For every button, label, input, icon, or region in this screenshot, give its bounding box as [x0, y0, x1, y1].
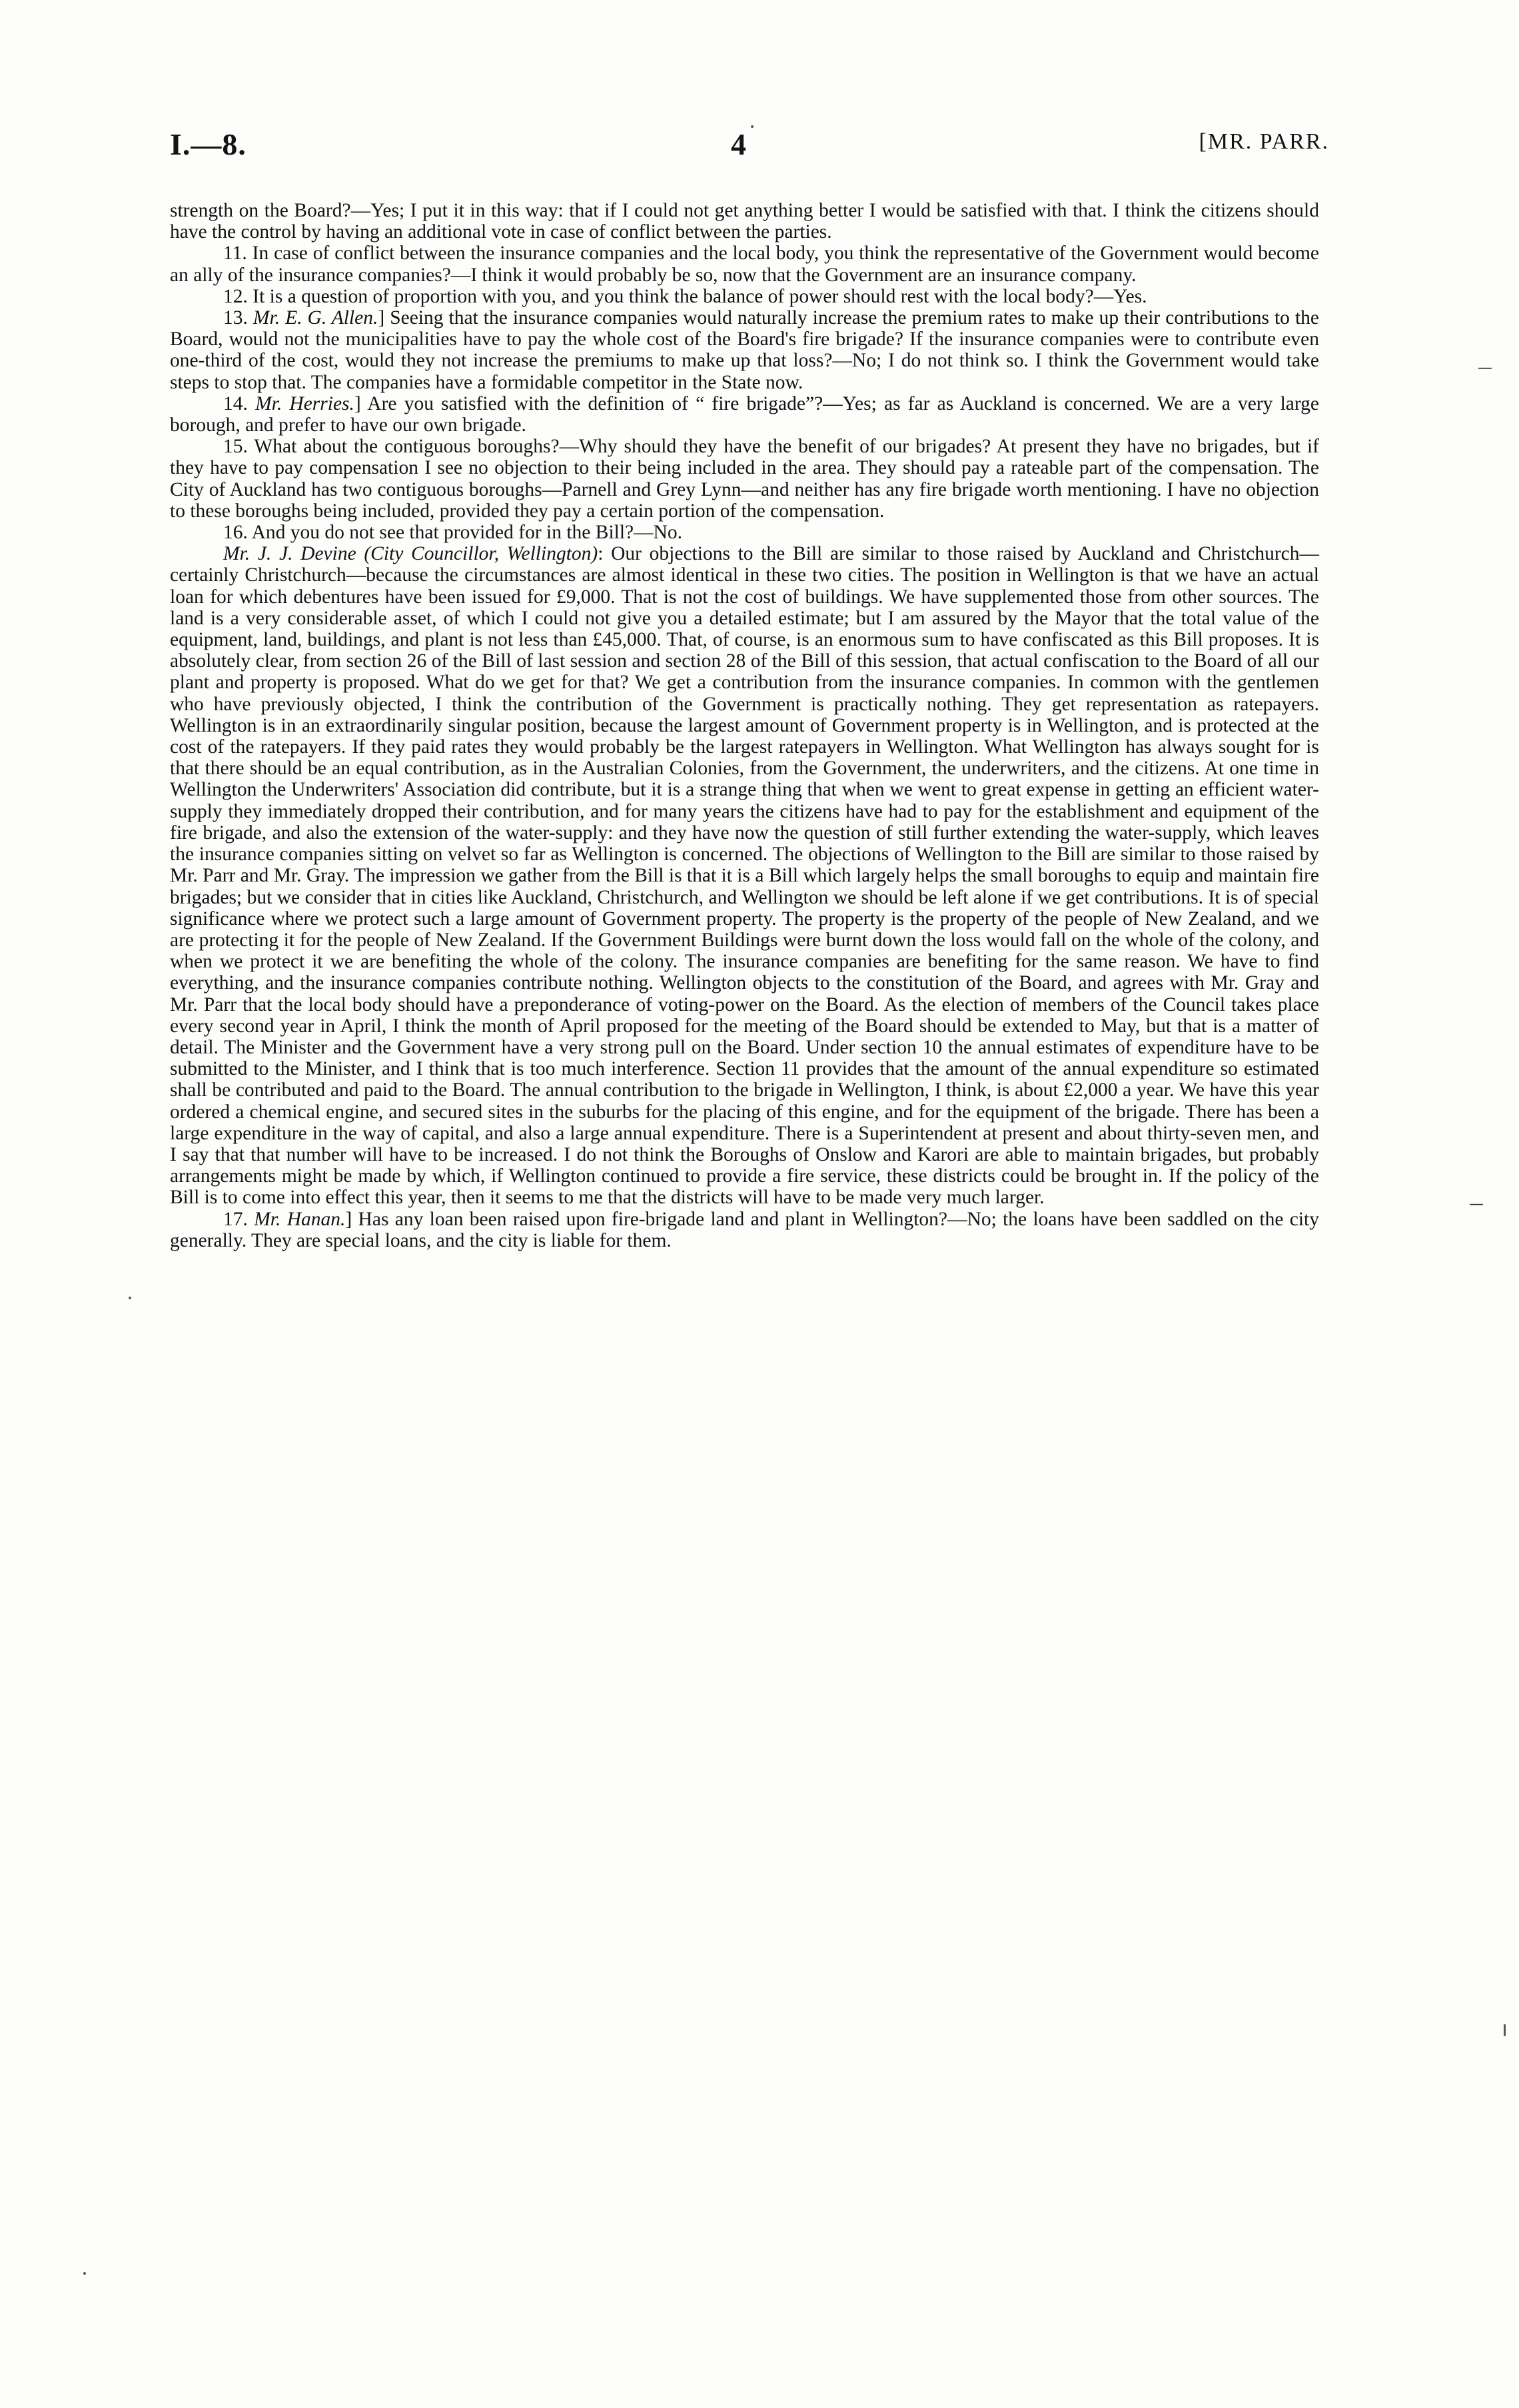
paragraph — [170, 522, 1319, 543]
margin-mark: — — [1469, 1196, 1484, 1213]
speaker-name: Mr. Hanan. — [254, 1208, 346, 1230]
paragraph-text: : Our objections to the Bill are similar to those raised by Auckland and Christchurch—certainly Christchurch—because the circumstances are almost identical in these two cities. The position in Wellington is that we have an actual loan for which debentures have been issued for £9,000. That is not the cost of buildings. We have supplemented those from other sources. The land is a very considerable asset, of which I could not give you a detailed estimate; but I am assured by the Mayor that the total value of the equipment, land, buildings, and plant is not less than £45,000. That, of course, is an enormous sum to have confiscated as this Bill proposes. It is absolutely clear, from section 26 of the Bill of last session and section 28 of the Bill of this session, that actual confiscation to the Board of all our plant and property is proposed. What do we get for that? We get a contribution from the insurance companies. In common with the gentlemen who have previously objected, I think the contribution of the Government is practically nothing. They get representation as ratepayers. Wellington is in an extraordinarily singular position, because the largest amount of Government property is in Wellington, and is protected at the cost of the ratepayers. If they paid rates they would probably be the largest ratepayers in Wellington. What Wellington has always sought for is that there should be an equal contribution, as in the Australian Colonies, from the Government, the underwriters, and the citizens. At one time in Wellington the Underwriters' Association did contribute, but it is a strange thing that when we went to great expense in getting an efficient water-supply they immediately dropped their contribution, and for many years the citizens have had to pay for the establishment and equipment of the fire brigade, and also the extension of the water-supply: and they have now the question of still further extending the water-supply, which leaves the insurance companies sitting on velvet so far as Wellington is concerned. The objections of Wellington to the Bill are similar to those raised by Mr. Parr and Mr. Gray. The impression we gather from the Bill is that it is a Bill which largely helps the small boroughs to equip and maintain fire brigades; but we consider that in cities like Auckland, Christchurch, and Wellington we should be left alone if we get contributions. It is of special significance where we protect such a large amount of Government property. The property is the property of the people of New Zealand, and we are protecting it for the people of New Zealand. If the Government Buildings were burnt down the loss would fall on the whole of the colony, and when we protect it we are benefiting the whole of the colony. The insurance companies are benefiting for the same reason. We have to find everything, and the insurance companies contribute nothing. Wellington objects to the constitution of the Board, and agrees with Mr. Gray and Mr. Parr that the local body should have a preponderance of voting-power on the Board. As the election of members of the Council takes place every second year in April, I think the month of April proposed for the meeting of the Board should be extended to May, but that is a matter of detail. The Minister and the Government have a very strong pull on the Board. Under section 10 the annual estimates of expenditure have to be submitted to the Minister, and I think that is too much interference. Section 11 provides that the amount of the annual expenditure so estimated shall be contributed and paid to the Board. The annual contribution to the brigade in Wellington, I think, is about £2,000 a year. We have this year ordered a chemical engine, and secured sites in the suburbs for the placing of this engine, and for the equipment of the brigade. There has been a large expenditure in the way of capital, and also a large annual expenditure. There is a Superintendent at present and about thirty-seven men, and I say that that number will have to be increased. I do not think the Boroughs of Onslow and Karori are able to maintain brigades, but probably arrangements might be made by which, if Wellington continued to provide a fire service, these districts could be brought in. If the policy of the Bill is to come into effect this year, then it seems to me that the districts will have to be made very much larger. — [170, 543, 1320, 1209]
paragraph-text: 11. In case of conflict between the insurance companies and the local body, you think the representative of the Government would become an ally of the insurance companies?—I think it would probably be so, now that the Government are an insurance company. — [170, 243, 1319, 286]
document-reference: I.—8. — [170, 127, 247, 161]
paragraph — [170, 436, 1319, 522]
margin-mark: — — [1478, 360, 1492, 376]
speaker-name: Mr. Herries. — [255, 392, 354, 414]
paragraph-text: ] Has any loan been raised upon fire-brigade land and plant in Wellington?—No; the loans have been saddled on the city generally. They are special loans, and the city is liable for them. — [170, 1208, 1320, 1251]
paragraph-text: 15. What about the contiguous boroughs?—Why should they have the benefit of our brigades? At present they have no brigades, but if they have to pay compensation I see no objection to their being included in the area. They should pay a rateable part of the compensation. The City of Auckland has two contiguous boroughs—Parnell and Grey Lynn—and neither has any fire brigade worth mentioning. I have no objection to these boroughs being included, provided they pay a certain portion of the compensation. — [170, 436, 1319, 522]
paragraph-text: 14. — [223, 392, 256, 414]
evidence-body-text — [170, 200, 1319, 1251]
paragraph-text: strength on the Board?—Yes; I put it in this way: that if I could not get anything better I would be satisfied with that. I think the citizens should have the control by having an additional vote in case of conflict between the parties. — [170, 200, 1319, 243]
paragraph — [170, 307, 1319, 393]
print-speck — [1504, 2024, 1506, 2036]
paragraph-text: ] Are you satisfied with the definition of “ fire brigade”?—Yes; as far as Auckland is concerned. We are a very large borough, and prefer to have our own brigade. — [170, 392, 1320, 436]
print-speck — [83, 2272, 86, 2275]
paragraph — [170, 543, 1319, 1208]
paragraph — [170, 1209, 1319, 1251]
paragraph — [170, 393, 1319, 436]
speaker-name: Mr. E. G. Allen. — [253, 307, 378, 329]
paragraph-text: ] Seeing that the insurance companies would naturally increase the premium rates to make up their contributions to the Board, would not the municipalities have to pay the whole cost of the Board's fire brigade? If the insurance companies were to contribute even one-third of the cost, would they not increase the premiums to make up that loss?—No; I do not think so. I think the Government would take steps to stop that. The companies have a formidable competitor in the State now. — [170, 307, 1319, 393]
page-header — [170, 127, 1329, 173]
paragraph-text: 12. It is a question of proportion with you, and you think the balance of power should rest with the local body?—Yes. — [223, 285, 1147, 307]
paragraph-text: 16. And you do not see that provided for in the Bill?—No. — [223, 522, 683, 544]
paragraph — [170, 200, 1319, 243]
paragraph — [170, 286, 1319, 307]
paragraph — [170, 243, 1319, 285]
print-speck — [751, 125, 754, 128]
paragraph-text: 13. — [223, 307, 253, 329]
paragraph-text: 17. — [223, 1208, 254, 1230]
speaker-running-head: [MR. PARR. — [1199, 129, 1329, 154]
speaker-name: Mr. J. J. Devine (City Councillor, Wellington) — [223, 543, 598, 565]
page-number: 4 — [731, 127, 746, 161]
print-speck — [129, 1297, 131, 1299]
